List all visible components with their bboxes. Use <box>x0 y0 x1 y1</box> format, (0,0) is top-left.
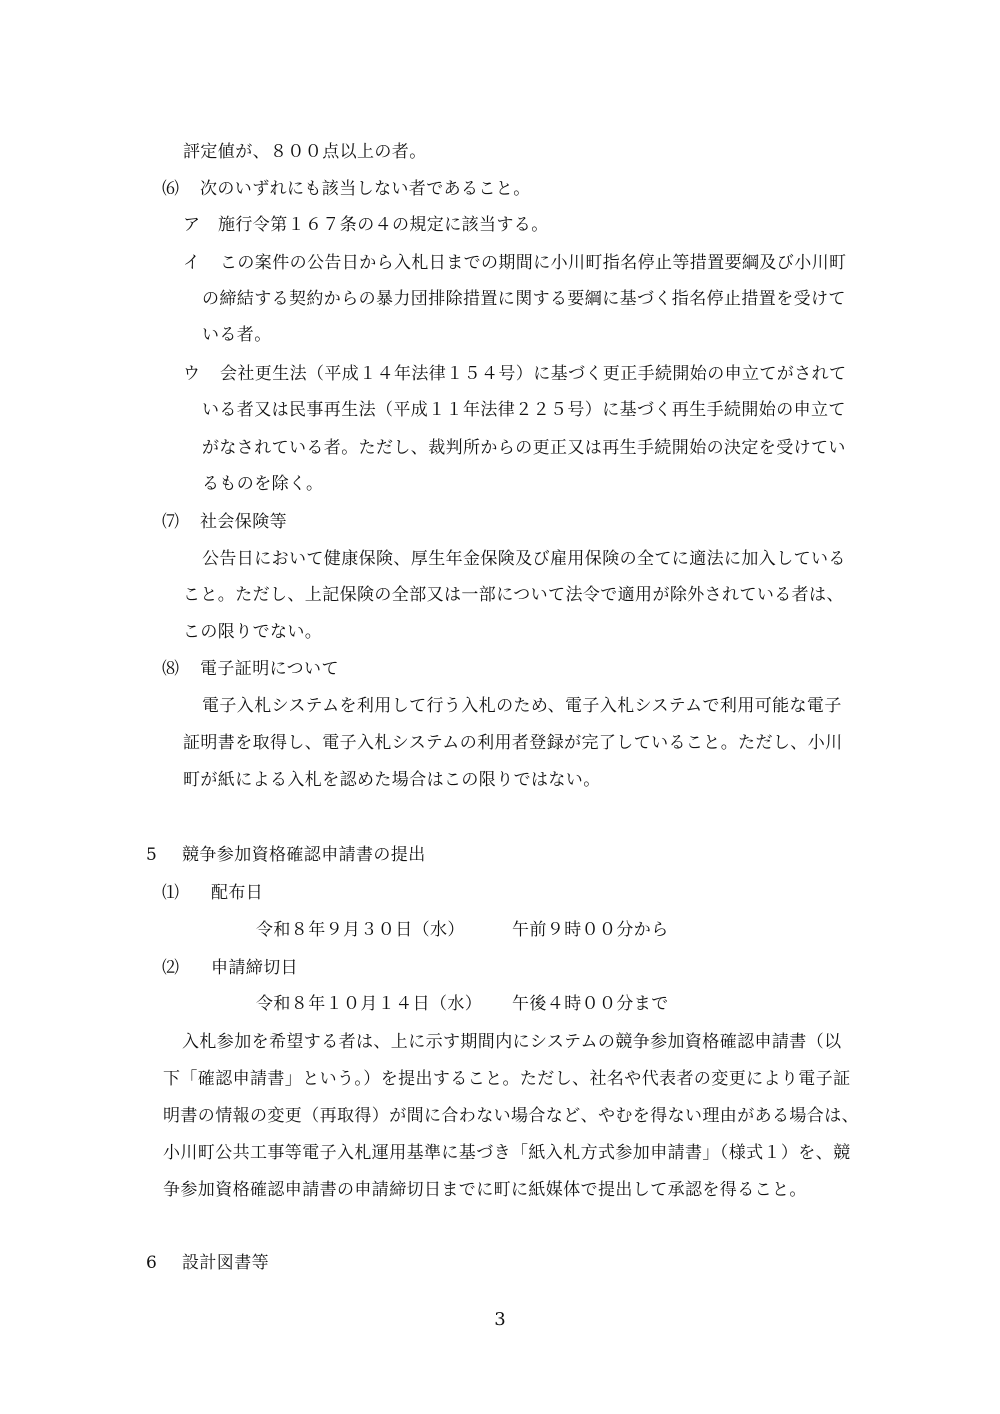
item6-u-marker: ウ <box>183 364 200 384</box>
item6-u-line: いる者又は民事再生法（平成１１年法律２２５号）に基づく再生手続開始の申立て <box>202 400 846 420</box>
section5-line: 入札参加を希望する者は、上に示す期間内にシステムの競争参加資格確認申請書（以 <box>182 1032 842 1052</box>
section5-title: 競争参加資格確認申請書の提出 <box>182 845 426 865</box>
item6-a-marker: ア <box>183 215 200 235</box>
distribution-date: 令和８年９月３０日（水） <box>256 920 465 940</box>
section5-number: 5 <box>146 845 157 865</box>
item8-line: 電子入札システムを利用して行う入札のため、電子入札システムで利用可能な電子 <box>202 696 842 716</box>
item6-u-line: 会社更生法（平成１４年法律１５４号）に基づく更正手続開始の申立てがされて <box>220 364 847 384</box>
section5-sub2-marker: ⑵ <box>162 958 179 978</box>
distribution-date-label: 配布日 <box>211 883 264 903</box>
item6-u-line: るものを除く。 <box>202 474 324 494</box>
item6-marker: ⑹ <box>162 179 179 199</box>
item7-line: こと。ただし、上記保険の全部又は一部について法令で適用が除外されている者は、 <box>183 585 844 605</box>
item6-i-marker: イ <box>183 253 200 273</box>
section5-line: 小川町公共工事等電子入札運用基準に基づき「紙入札方式参加申請書」（様式１）を、競 <box>163 1143 851 1163</box>
item8-line: 町が紙による入札を認めた場合はこの限りではない。 <box>183 770 601 790</box>
item6-a-line: 施行令第１６７条の４の規定に該当する。 <box>218 215 549 235</box>
item8-marker: ⑻ <box>162 659 179 679</box>
item6-u-line: がなされている者。ただし、裁判所からの更正又は再生手続開始の決定を受けてい <box>202 438 846 458</box>
section5-line: 下「確認申請書」という。）を提出すること。ただし、社名や代表者の変更により電子証 <box>163 1069 851 1089</box>
section5-sub1-marker: ⑴ <box>162 883 179 903</box>
item8-line: 証明書を取得し、電子入札システムの利用者登録が完了していること。ただし、小川 <box>183 733 843 753</box>
item6-i-line: いる者。 <box>202 325 272 345</box>
item7-line: この限りでない。 <box>183 622 323 642</box>
section6-number: 6 <box>146 1253 157 1273</box>
deadline-label: 申請締切日 <box>211 958 298 978</box>
deadline-time: 午後４時００分まで <box>512 994 669 1014</box>
item6-heading: 次のいずれにも該当しない者であること。 <box>200 179 531 199</box>
section5-line: 明書の情報の変更（再取得）が間に合わない場合など、やむを得ない理由がある場合は、 <box>163 1106 859 1126</box>
section5-line: 争参加資格確認申請書の申請締切日までに町に紙媒体で提出して承認を得ること。 <box>163 1180 807 1200</box>
section6-title: 設計図書等 <box>182 1253 269 1273</box>
qualification-line: 評定値が、８００点以上の者。 <box>183 142 427 162</box>
item7-line: 公告日において健康保険、厚生年金保険及び雇用保険の全てに適法に加入している <box>202 549 846 569</box>
item7-marker: ⑺ <box>162 512 179 532</box>
item6-i-line: この案件の公告日から入札日までの期間に小川町指名停止等措置要綱及び小川町 <box>220 253 847 273</box>
item6-i-line: の締結する契約からの暴力団排除措置に関する要綱に基づく指名停止措置を受けて <box>202 289 846 309</box>
item7-heading: 社会保険等 <box>200 512 287 532</box>
item8-heading: 電子証明について <box>200 659 339 679</box>
distribution-time: 午前９時００分から <box>512 920 669 940</box>
page-number: 3 <box>494 1309 506 1330</box>
deadline-date: 令和８年１０月１４日（水） <box>256 994 483 1014</box>
